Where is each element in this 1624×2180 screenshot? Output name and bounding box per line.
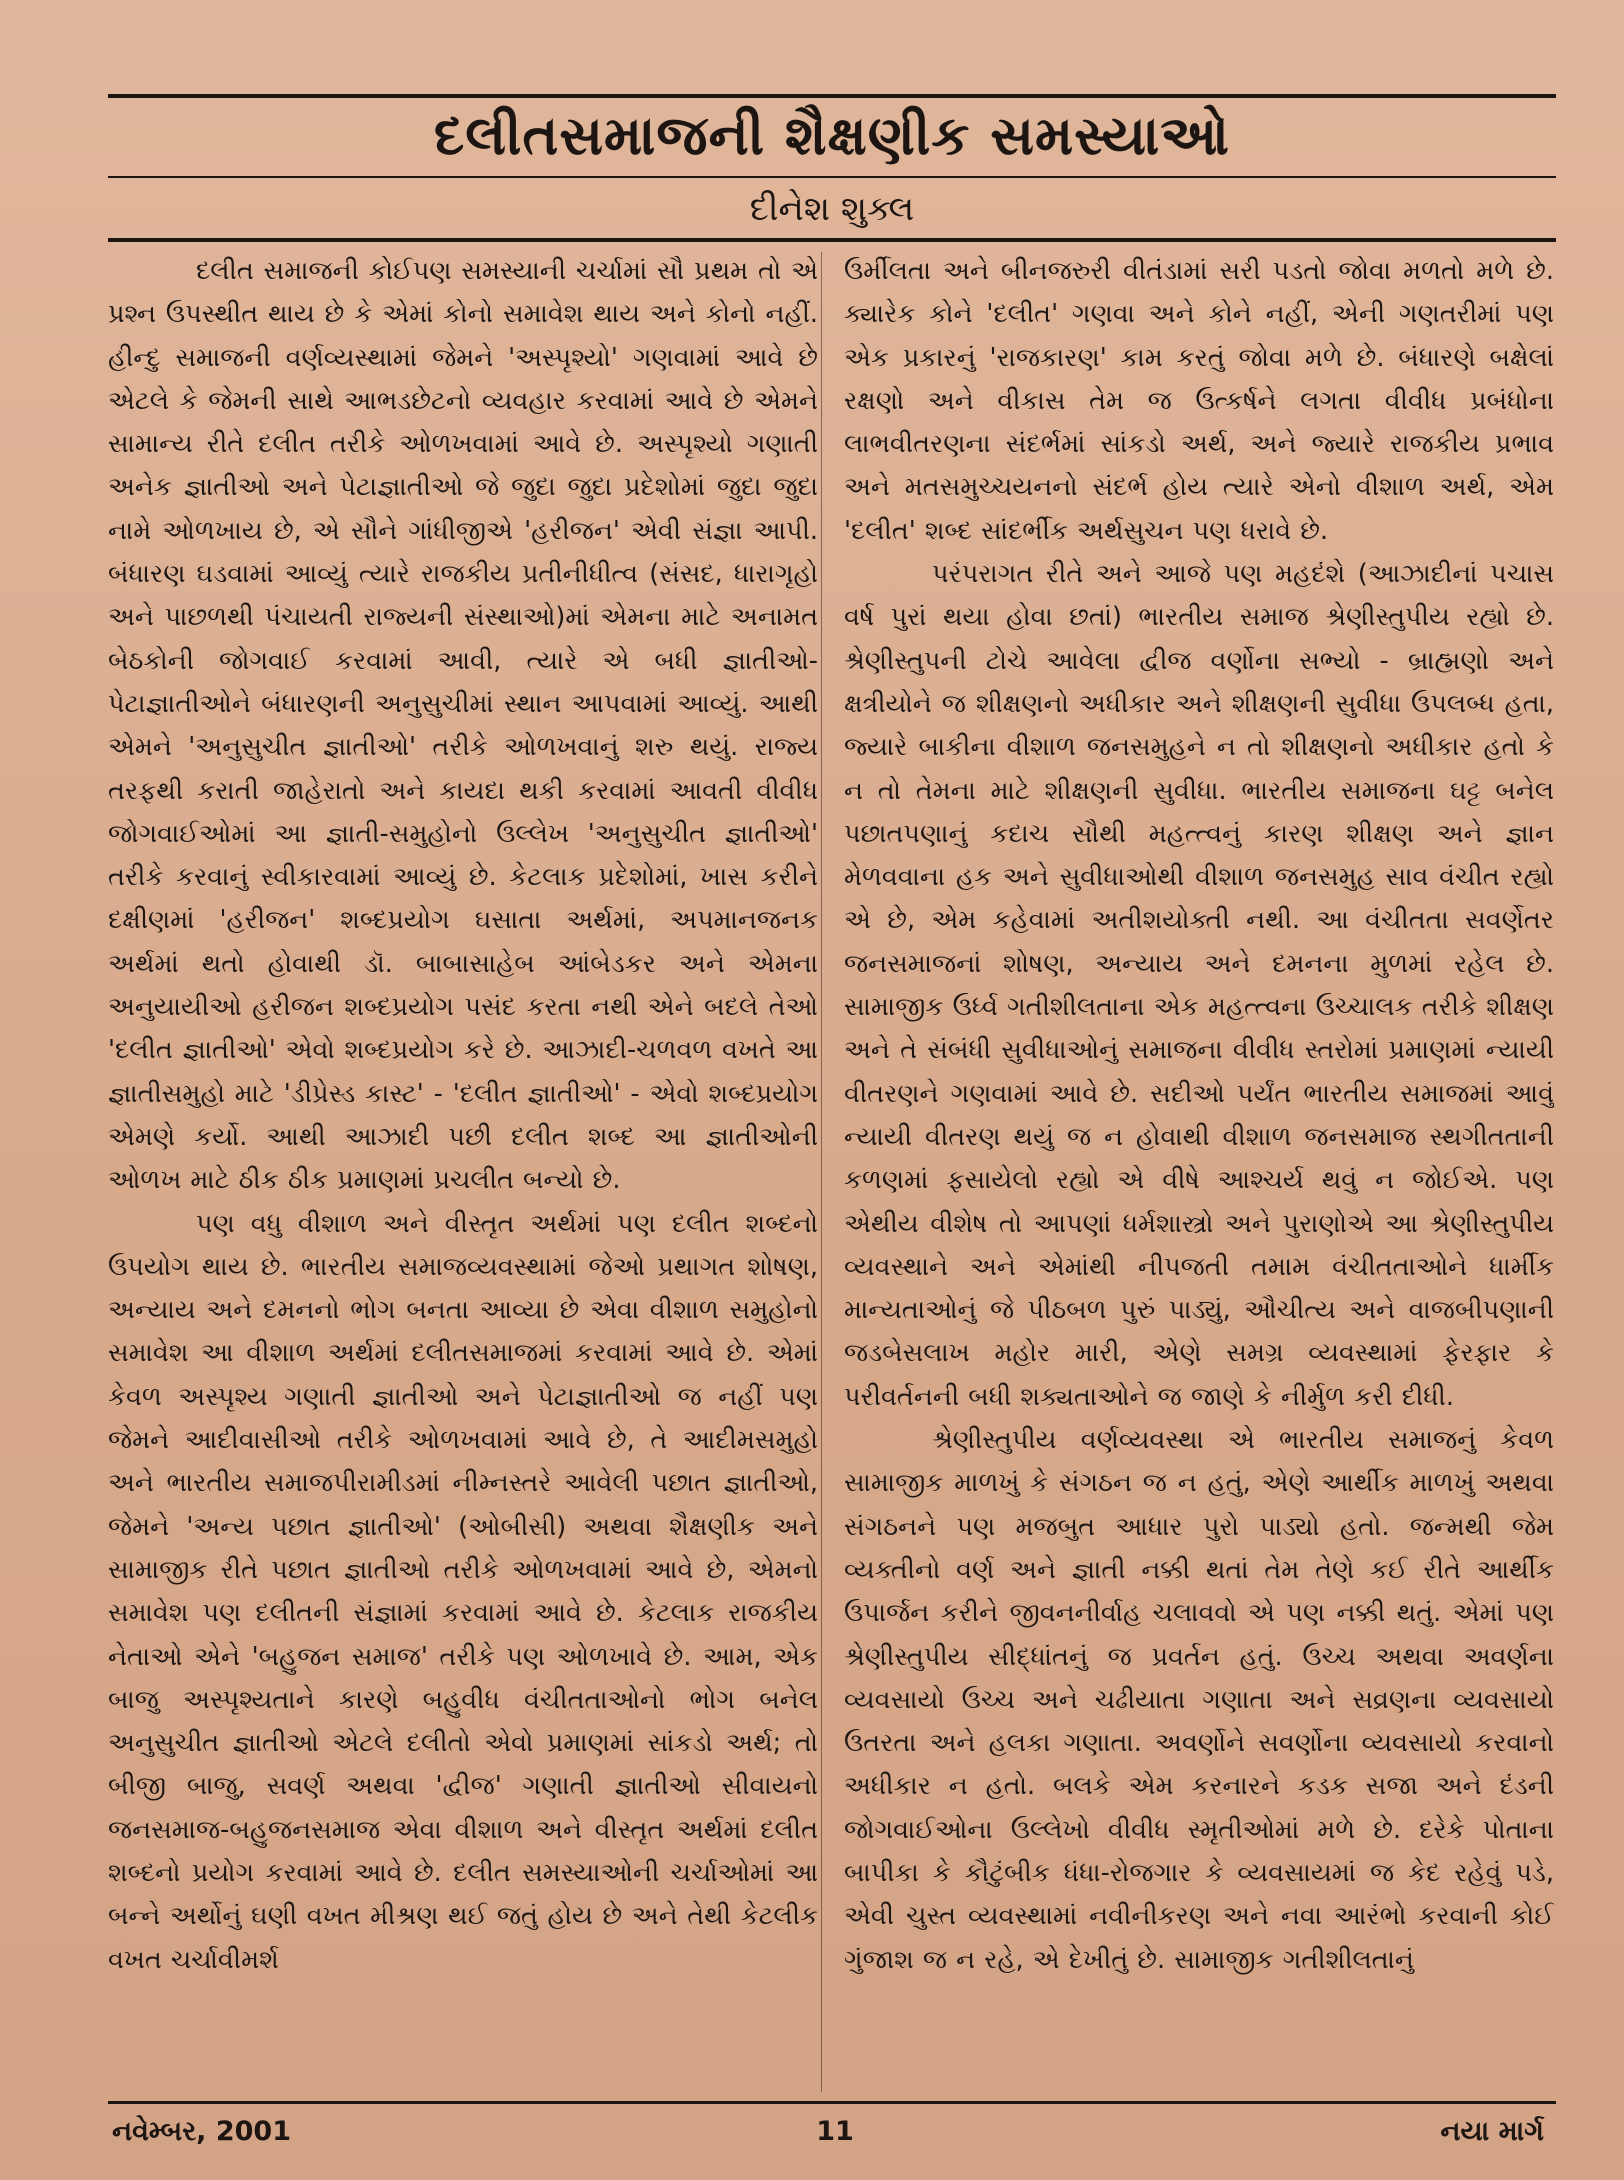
paragraph: ઉર્મીલતા અને બીનજરુરી વીતંડામાં સરી પડતો જોવા મળતો મળે છે. ક્યારેક કોને 'દલીત' ગણવા અને કોને નહીં, એની ગણતરીમાં પણ એક પ્રકારનું 'રાજકારણ' કામ કરતું જોવા મળે છે. બંધારણે બક્ષેલાં રક્ષણો અને વીકાસ તેમ જ ઉત્કર્ષને લગતા વીવીધ પ્રબંધોના લાભવીતરણના સંદર્ભમાં સાંકડો અર્થ, અને જ્યારે રાજકીય પ્રભાવ અને મતસમુચ્ચયનનો સંદર્ભ હોય ત્યારે એનો વીશાળ અર્થ, એમ 'દલીત' શબ્દ સાંદર્ભીક અર્થસુચન પણ ધરાવે છે. xyxy=(844,256,1554,546)
paragraph: પણ વધુ વીશાળ અને વીસ્તૃત અર્થમાં પણ દલીત શબ્દનો ઉપયોગ થાય છે. ભારતીય સમાજવ્યવસ્થામાં જેઓ પ્રથાગત શોષણ, અન્યાય અને દમનનો ભોગ બનતા આવ્યા છે એવા વીશાળ સમુહોનો સમાવેશ આ વીશાળ અર્થમાં દલીતસમાજમાં કરવામાં આવે છે. એમાં કેવળ અસ્પૃશ્ય ગણાતી જ્ઞાતીઓ અને પેટાજ્ઞાતીઓ જ નહીં પણ જેમને આદીવાસીઓ તરીકે ઓળખવામાં આવે છે, તે આદીમસમુહો અને ભારતીય સમાજપીરામીડમાં નીમ્નસ્તરે આવેલી પછાત જ્ઞાતીઓ, જેમને 'અન્ય પછાત જ્ઞાતીઓ' (ઓબીસી) અથવા શૈક્ષણીક અને સામાજીક રીતે પછાત જ્ઞાતીઓ તરીકે ઓળખવામાં આવે છે, એમનો સમાવેશ પણ દલીતની સંજ્ઞામાં કરવામાં આવે છે. કેટલાક રાજકીય નેતાઓ એને 'બહુજન સમાજ' તરીકે પણ ઓળખાવે છે. આમ, એક બાજુ અસ્પૃશ્યતાને કારણે બહુવીધ વંચીતતાઓનો ભોગ બનેલ અનુસુચીત જ્ઞાતીઓ એટલે દલીતો એવો પ્રમાણમાં સાંકડો અર્થ; તો બીજી બાજુ, સવર્ણ અથવા 'દ્વીજ' ગણાતી જ્ઞાતીઓ સીવાયનો જનસમાજ-બહુજનસમાજ એવા વીશાળ અને વીસ્તૃત અર્થમાં દલીત શબ્દનો પ્રયોગ કરવામાં આવે છે. દલીત સમસ્યાઓની ચર્ચાઓમાં આ બન્ને અર્થોનું ઘણી વખત મીશ્રણ થઈ જતું હોય છે અને તેથી કેટલીક વખત ચર્ચાવીમર્શ xyxy=(108,1208,818,1975)
left-column xyxy=(108,250,818,2095)
paragraph: પરંપરાગત રીતે અને આજે પણ મહદંશે (આઝાદીનાં પચાસ વર્ષ પુરાં થયા હોવા છતાં) ભારતીય સમાજ શ્રેણીસ્તુપીય રહ્યો છે. શ્રેણીસ્તુપની ટોચે આવેલા દ્વીજ વર્ણોના સભ્યો - બ્રાહ્મણો અને ક્ષત્રીયોને જ શીક્ષણનો અધીકાર અને શીક્ષણની સુવીધા ઉપલબ્ધ હતા, જ્યારે બાકીના વીશાળ જનસમુહને ન તો શીક્ષણનો અધીકાર હતો કે ન તો તેમના માટે શીક્ષણની સુવીધા. ભારતીય સમાજના ઘટ્ટ બનેલ પછાતપણાનું કદાચ સૌથી મહત્ત્વનું કારણ શીક્ષણ અને જ્ઞાન મેળવવાના હક અને સુવીધાઓથી વીશાળ જનસમુહ સાવ વંચીત રહ્યો એ છે, એમ કહેવામાં અતીશયોક્તી નથી. આ વંચીતતા સવર્ણેતર જનસમાજનાં શોષણ, અન્યાય અને દમનના મુળમાં રહેલ છે. સામાજીક ઉર્ધ્વ ગતીશીલતાના એક મહત્ત્વના ઉચ્ચાલક તરીકે શીક્ષણ અને તે સંબંધી સુવીધાઓનું સમાજના વીવીધ સ્તરોમાં પ્રમાણમાં ન્યાયી વીતરણને ગણવામાં આવે છે. સદીઓ પર્યંત ભારતીય સમાજમાં આવું ન્યાયી વીતરણ થયું જ ન હોવાથી વીશાળ જનસમાજ સ્થગીતતાની કળણમાં ફસાયેલો રહ્યો એ વીષે આશ્ચર્ય થવું ન જોઈએ. પણ એથીય વીશેષ તો આપણાં ધર્મશાસ્ત્રો અને પુરાણોએ આ શ્રેણીસ્તુપીય વ્યવસ્થાને અને એમાંથી નીપજતી તમામ વંચીતતાઓને ધાર્મીક માન્યતાઓનું જે પીઠબળ પુરું પાડ્યું, ઔચીત્ય અને વાજબીપણાની જડબેસલાખ મહોર મારી, એણે સમગ્ર વ્યવસ્થામાં ફેરફાર કે પરીવર્તનની બધી શક્યતાઓને જ જાણે કે નીર્મુળ કરી દીધી. xyxy=(844,559,1554,1412)
bottom-rule xyxy=(108,2101,1556,2104)
top-rule xyxy=(108,94,1556,98)
article-author: દીનેશ શુક્લ xyxy=(749,189,915,229)
footer-date: નવેમ્બર, 2001 xyxy=(112,2116,291,2147)
footer-page-number: 11 xyxy=(816,2116,854,2147)
footer-publication: નયા માર્ગ xyxy=(1440,2116,1544,2147)
author-rule xyxy=(108,238,1556,242)
column-divider xyxy=(821,252,822,2092)
right-column xyxy=(844,250,1554,2095)
title-rule xyxy=(108,176,1556,178)
paragraph: શ્રેણીસ્તુપીય વર્ણવ્યવસ્થા એ ભારતીય સમાજનું કેવળ સામાજીક માળખું કે સંગઠન જ ન હતું, એણે આર્થીક માળખું અથવા સંગઠનને પણ મજબુત આધાર પુરો પાડ્યો હતો. જન્મથી જેમ વ્યક્તીનો વર્ણ અને જ્ઞાતી નક્કી થતાં તેમ તેણે કઈ રીતે આર્થીક ઉપાર્જન કરીને જીવનનીર્વાહ ચલાવવો એ પણ નક્કી થતું. એમાં પણ શ્રેણીસ્તુપીય સીદ્ધાંતનું જ પ્રવર્તન હતું. ઉચ્ચ અથવા અવર્ણના વ્યવસાયો ઉચ્ચ અને ચઢીયાતા ગણાતા અને સવ્રણના વ્યવસાયો ઉતરતા અને હલકા ગણાતા. અવર્ણોને સવર્ણોના વ્યવસાયો કરવાનો અધીકાર ન હતો. બલકે એમ કરનારને કડક સજા અને દંડની જોગવાઈઓના ઉલ્લેખો વીવીધ સ્મૃતીઓમાં મળે છે. દરેકે પોતાના બાપીકા કે કૌટુંબીક ધંધા-રોજગાર કે વ્યવસાયમાં જ કેદ રહેવું પડે, એવી ચુસ્ત વ્યવસ્થામાં નવીનીકરણ અને નવા આરંભો કરવાની કોઈ ગુંજાશ જ ન રહે, એ દેખીતું છે. સામાજીક ગતીશીલતાનું xyxy=(844,1425,1554,1975)
paragraph: દલીત સમાજની કોઈપણ સમસ્યાની ચર્ચામાં સૌ પ્રથમ તો એ પ્રશ્ન ઉપસ્થીત થાય છે કે એમાં કોનો સમાવેશ થાય અને કોનો નહીં. હીન્દુ સમાજની વર્ણવ્યસ્થામાં જેમને 'અસ્પૃશ્યો' ગણવામાં આવે છે એટલે કે જેમની સાથે આભડછેટનો વ્યવહાર કરવામાં આવે છે એમને સામાન્ય રીતે દલીત તરીકે ઓળખવામાં આવે છે. અસ્પૃશ્યો ગણાતી અનેક જ્ઞાતીઓ અને પેટાજ્ઞાતીઓ જે જુદા જુદા પ્રદેશોમાં જુદા જુદા નામે ઓળખાય છે, એ સૌને ગાંધીજીએ 'હરીજન' એવી સંજ્ઞા આપી. બંધારણ ઘડવામાં આવ્યું ત્યારે રાજકીય પ્રતીનીધીત્વ (સંસદ, ધારાગૃહો અને પાછળથી પંચાયતી રાજ્યની સંસ્થાઓ)માં એમના માટે અનામત બેઠકોની જોગવાઈ કરવામાં આવી, ત્યારે એ બધી જ્ઞાતીઓ-પેટાજ્ઞાતીઓને બંધારણની અનુસુચીમાં સ્થાન આપવામાં આવ્યું. આથી એમને 'અનુસુચીત જ્ઞાતીઓ' તરીકે ઓળખવાનું શરુ થયું. રાજ્ય તરફથી કરાતી જાહેરાતો અને કાયદા થકી કરવામાં આવતી વીવીધ જોગવાઈઓમાં આ જ્ઞાતી-સમુહોનો ઉલ્લેખ 'અનુસુચીત જ્ઞાતીઓ' તરીકે કરવાનું સ્વીકારવામાં આવ્યું છે. કેટલાક પ્રદેશોમાં, ખાસ કરીને દક્ષીણમાં 'હરીજન' શબ્દપ્રયોગ ઘસાતા અર્થમાં, અપમાનજનક અર્થમાં થતો હોવાથી ડૉ. બાબાસાહેબ આંબેડકર અને એમના અનુયાયીઓ હરીજન શબ્દપ્રયોગ પસંદ કરતા નથી એને બદલે તેઓ 'દલીત જ્ઞાતીઓ' એવો શબ્દપ્રયોગ કરે છે. આઝાદી-ચળવળ વખતે આ જ્ઞાતીસમુહો માટે 'ડીપ્રેસ્ડ કાસ્ટ' - 'દલીત જ્ઞાતીઓ' - એવો શબ્દપ્રયોગ એમણે કર્યો. આથી આઝાદી પછી દલીત શબ્દ આ જ્ઞાતીઓની ઓળખ માટે ઠીક ઠીક પ્રમાણમાં પ્રચલીત બન્યો છે. xyxy=(108,256,818,1196)
article-title: દલીતસમાજની શૈક્ષણીક સમસ્યાઓ xyxy=(434,104,1230,167)
